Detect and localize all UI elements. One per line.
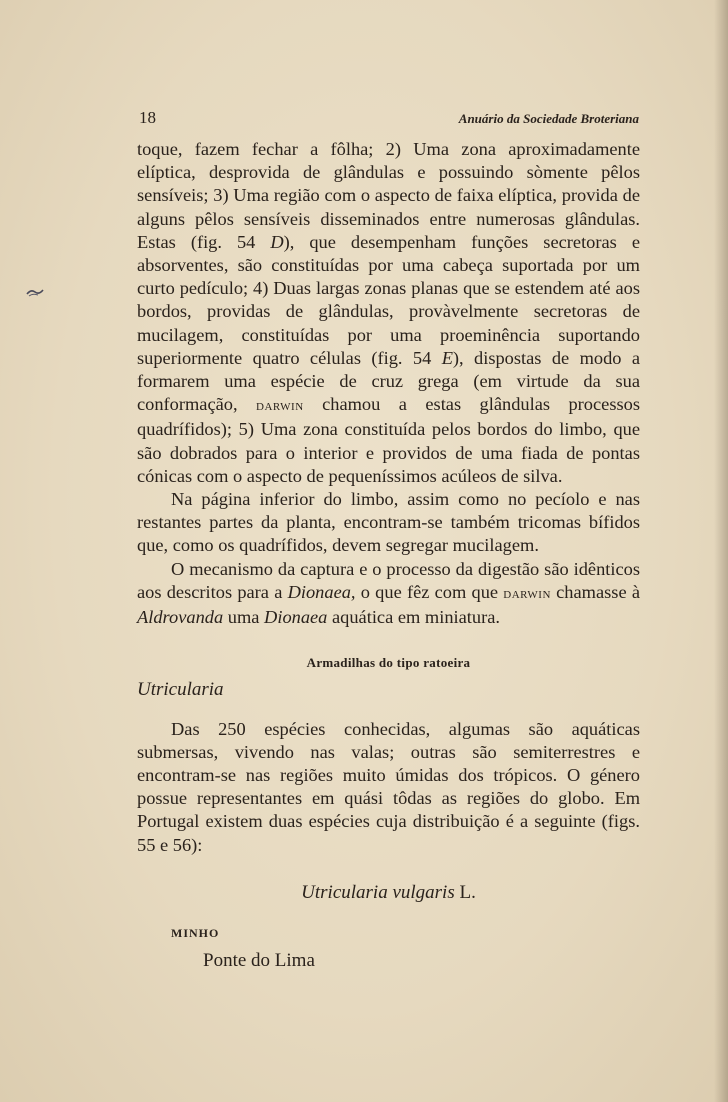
paragraph-leaf-zones: [137, 138, 640, 488]
genus-title: Utricularia: [137, 679, 224, 701]
text-run: toque, fazem fechar a fôlha; 2) Uma zona aproximadamente elíptica, desprovida de glândulas e possuindo sòmente pêlos sensíveis; 3) Uma região com o aspecto de faixa elíptica, provida de alguns pêlos sensíveis disseminados entre numerosas glândulas. Estas (fig. 54: [137, 139, 640, 252]
figure-ref: E: [441, 347, 453, 368]
genus-name: Aldrovanda: [137, 607, 224, 628]
text-run: chamou a estas glândulas processos quadrífidos); 5) Uma zona constituída pelos bordos do limbo, que são dobrados para o interior e providos de uma fiada de pontas cónicas com o aspecto de pequeníssimos acúleos de silva.: [137, 394, 640, 486]
region-label: MINHO: [171, 926, 220, 941]
text-run: chamasse à: [556, 581, 640, 602]
running-head: Anuário da Sociedade Broteriana: [458, 111, 639, 126]
text-run: ), dispostas de modo a formarem uma espécie de cruz grega (em virtude da sua conformação,: [137, 347, 640, 415]
author-name: darwin: [256, 398, 304, 415]
species-author: L.: [459, 881, 476, 903]
page-edge-shadow: [714, 0, 728, 1102]
text-run: o que fêz com que: [360, 581, 499, 602]
species-name: Utricularia vulgaris: [301, 881, 455, 903]
page-body: [137, 138, 640, 973]
text-run: aquática em miniatura.: [332, 607, 500, 628]
genus-name: Dionaea,: [287, 581, 356, 602]
text-run: O mecanismo da captura e o processo da digestão são idênticos aos descritos para a: [137, 558, 640, 602]
species-heading: [137, 881, 640, 904]
paragraph-capture-mechanism: [137, 558, 640, 630]
section-heading: Armadilhas do tipo ratoeira: [306, 655, 471, 671]
page-header: [139, 108, 639, 132]
text-run: ), que desempenham funções secretoras e absorventes, são constituídas por uma cabeça suportada por um curto pedículo; 4) Duas largas zonas planas que se estendem até aos bordos, providas de glândulas, provàvelmente secretoras de mucilagem, constituídas por uma proeminência suportando superiormente quatro células (fig. 54: [137, 231, 640, 368]
paragraph-trichomes: Na página inferior do limbo, assim como no pecíolo e nas restantes partes da planta, encontram-se também tricomas bífidos que, como os quadrífidos, devem segregar mucilagem.: [137, 489, 640, 556]
figure-ref: D: [270, 231, 284, 252]
paragraph-species-distribution: Das 250 espécies conhecidas, algumas são aquáticas submersas, vivendo nas valas; outras são semiterrestres e encontram-se nas regiões muito úmidas dos trópicos. O género possue representantes em quási tôdas as regiões do globo. Em Portugal existem duas espécies cuja distribuição é a seguinte (figs. 55 e 56):: [137, 718, 640, 855]
genus-name: Dionaea: [264, 607, 328, 628]
text-run: uma: [227, 607, 260, 628]
locality: Ponte do Lima: [203, 950, 315, 972]
author-name: darwin: [503, 585, 551, 602]
margin-smudge-icon: [26, 286, 44, 298]
page-number: 18: [139, 108, 156, 127]
